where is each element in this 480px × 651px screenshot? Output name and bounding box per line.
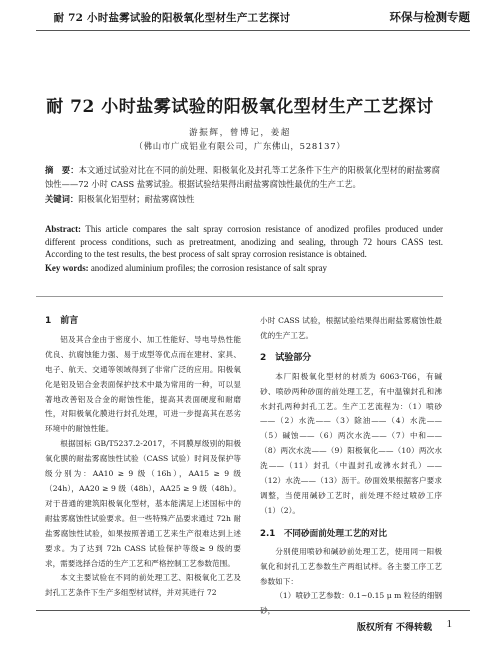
footer-rule xyxy=(36,610,470,611)
keywords-cn xyxy=(45,193,445,205)
running-header xyxy=(0,0,480,34)
authors: 游振辉，曾博记，姜超 xyxy=(189,128,291,138)
left-column xyxy=(45,314,241,601)
paragraph: 本文主要试验在不同的前处理工艺、阳极氧化工艺及封孔工艺条件下生产多组型材试样，并对其进行 72 xyxy=(45,573,241,598)
right-column xyxy=(260,314,442,619)
abstract-cn-label: 摘 要： xyxy=(45,165,79,175)
paper-title: 耐 72 小时盐雾试验的阳极氧化型材生产工艺探讨 xyxy=(46,97,434,117)
paragraph: 根据国标 GB/T5237.2-2017，不同膜厚级别的阳极氧化膜的耐盐雾腐蚀性试验（CASS 试验）时间及保护等级分别为：AA10 ≥ 9 级（16h），AA15 ≥ 9 级（24h），AA20 ≥ 9 级（48h），AA25 ≥ 9 级（48h）。对于普通的建筑阳极氧化型材，基本能满足上述国标中的耐盐雾腐蚀性试验要求。但一些特殊产品要求通过 72h 耐盐雾腐蚀性试验，如果按照普通工艺来生产很难达到上述要求。为了达到 72h CASS 试验保护等级≥ 9 级的要求，需要选择合适的生产工艺和严格控制工艺参数范围。 xyxy=(45,439,241,568)
paragraph: （1）喷砂工艺参数：0.1~0.15 μ m 粒径的细钢 xyxy=(275,591,442,601)
keywords-cn-label: 关键词： xyxy=(45,194,79,204)
section-label: 环保与检测专题 xyxy=(389,10,470,24)
header-rule xyxy=(36,30,470,31)
paragraph: 本厂阳极氧化型材的材质为 6063-T66，有碱砂、喷砂两种砂面的前处理工艺，有中温镍封孔和沸水封孔两种封孔工艺。生产工艺流程为：（1）喷砂——（2）水洗——（3）除油——（4）水洗——（5）碱蚀——（6）两次水洗——（7）中和——（8）两次水洗——（9）阳极氧化——（10）两次水洗——（11）封孔（中温封孔或沸水封孔）——（12）水洗——（13）沥干。砂面效果根据客户要求调整，当使用碱砂工艺时，前处理不经过喷砂工序（1）（2）。 xyxy=(260,371,442,515)
paragraph: 小时 CASS 试验，根据试验结果得出耐盐雾腐蚀性最优的生产工艺。 xyxy=(260,316,442,340)
page-footer xyxy=(0,610,480,651)
keywords-en-label: Key words: xyxy=(45,263,89,273)
paragraph: 铝及其合金由于密度小、加工性能好、导电导热性能优良、抗腐蚀能力强、易于成型等优点而在建材、家具、电子、航天、交通等领域得到了非常广泛的应用。阳极氧化是铝及铝合金表面保护技术中最为常用的一种，可以显著地改善铝及合金的耐蚀性能，提高其表面硬度和耐磨性，对阳极氧化膜进行封孔处理，可进一步提高其在恶劣环境中的耐蚀性能。 xyxy=(45,334,241,434)
abstract-en-text: This article compares the salt spray corrosion resistance of anodized profiles produced under different process conditions, such as pretreatment, anodizing and sealing, through 72 hours CASS test. According to the test results, the best process of salt spray corrosion resistance is obtained. xyxy=(45,224,443,260)
affiliation: （佛山市广成铝业有限公司，广东佛山，528137） xyxy=(134,141,346,151)
section-divider xyxy=(36,296,443,297)
section-heading-intro: 1 前言 xyxy=(45,316,79,326)
running-title: 耐 72 小时盐雾试验的阳极氧化型材生产工艺探讨 xyxy=(53,12,291,24)
page-number: 1 xyxy=(446,618,452,630)
abstract-en-label: Abstract: xyxy=(45,224,81,234)
keywords-en xyxy=(45,263,443,273)
section-heading-experiment: 2 试验部分 xyxy=(260,352,312,363)
keywords-en-text: anodized aluminium profiles; the corrosion resistance of salt spray xyxy=(90,263,327,273)
paragraph: 分别使用喷砂和碱砂前处理工艺，使用同一阳极氧化和封孔工艺参数生产两组试样。各主要工序工艺参数如下： xyxy=(260,546,442,586)
abstract-cn xyxy=(45,164,440,191)
subsection-heading: 2.1 不同砂面前处理工艺的对比 xyxy=(260,528,387,539)
abstract-en xyxy=(45,223,443,261)
keywords-cn-text: 阳极氧化铝型材；耐盐雾腐蚀性 xyxy=(78,194,195,204)
copyright-notice: 版权所有 不得转载 xyxy=(356,623,432,633)
abstract-cn-text: 本文通过试验对比在不同的前处理、阳极氧化及封孔等工艺条件下生产的阳极氧化型材的耐盐雾腐蚀性——72 小时 CASS 盐雾试验。根据试验结果得出耐盐雾腐蚀性最优的生产工艺。 xyxy=(45,165,440,189)
